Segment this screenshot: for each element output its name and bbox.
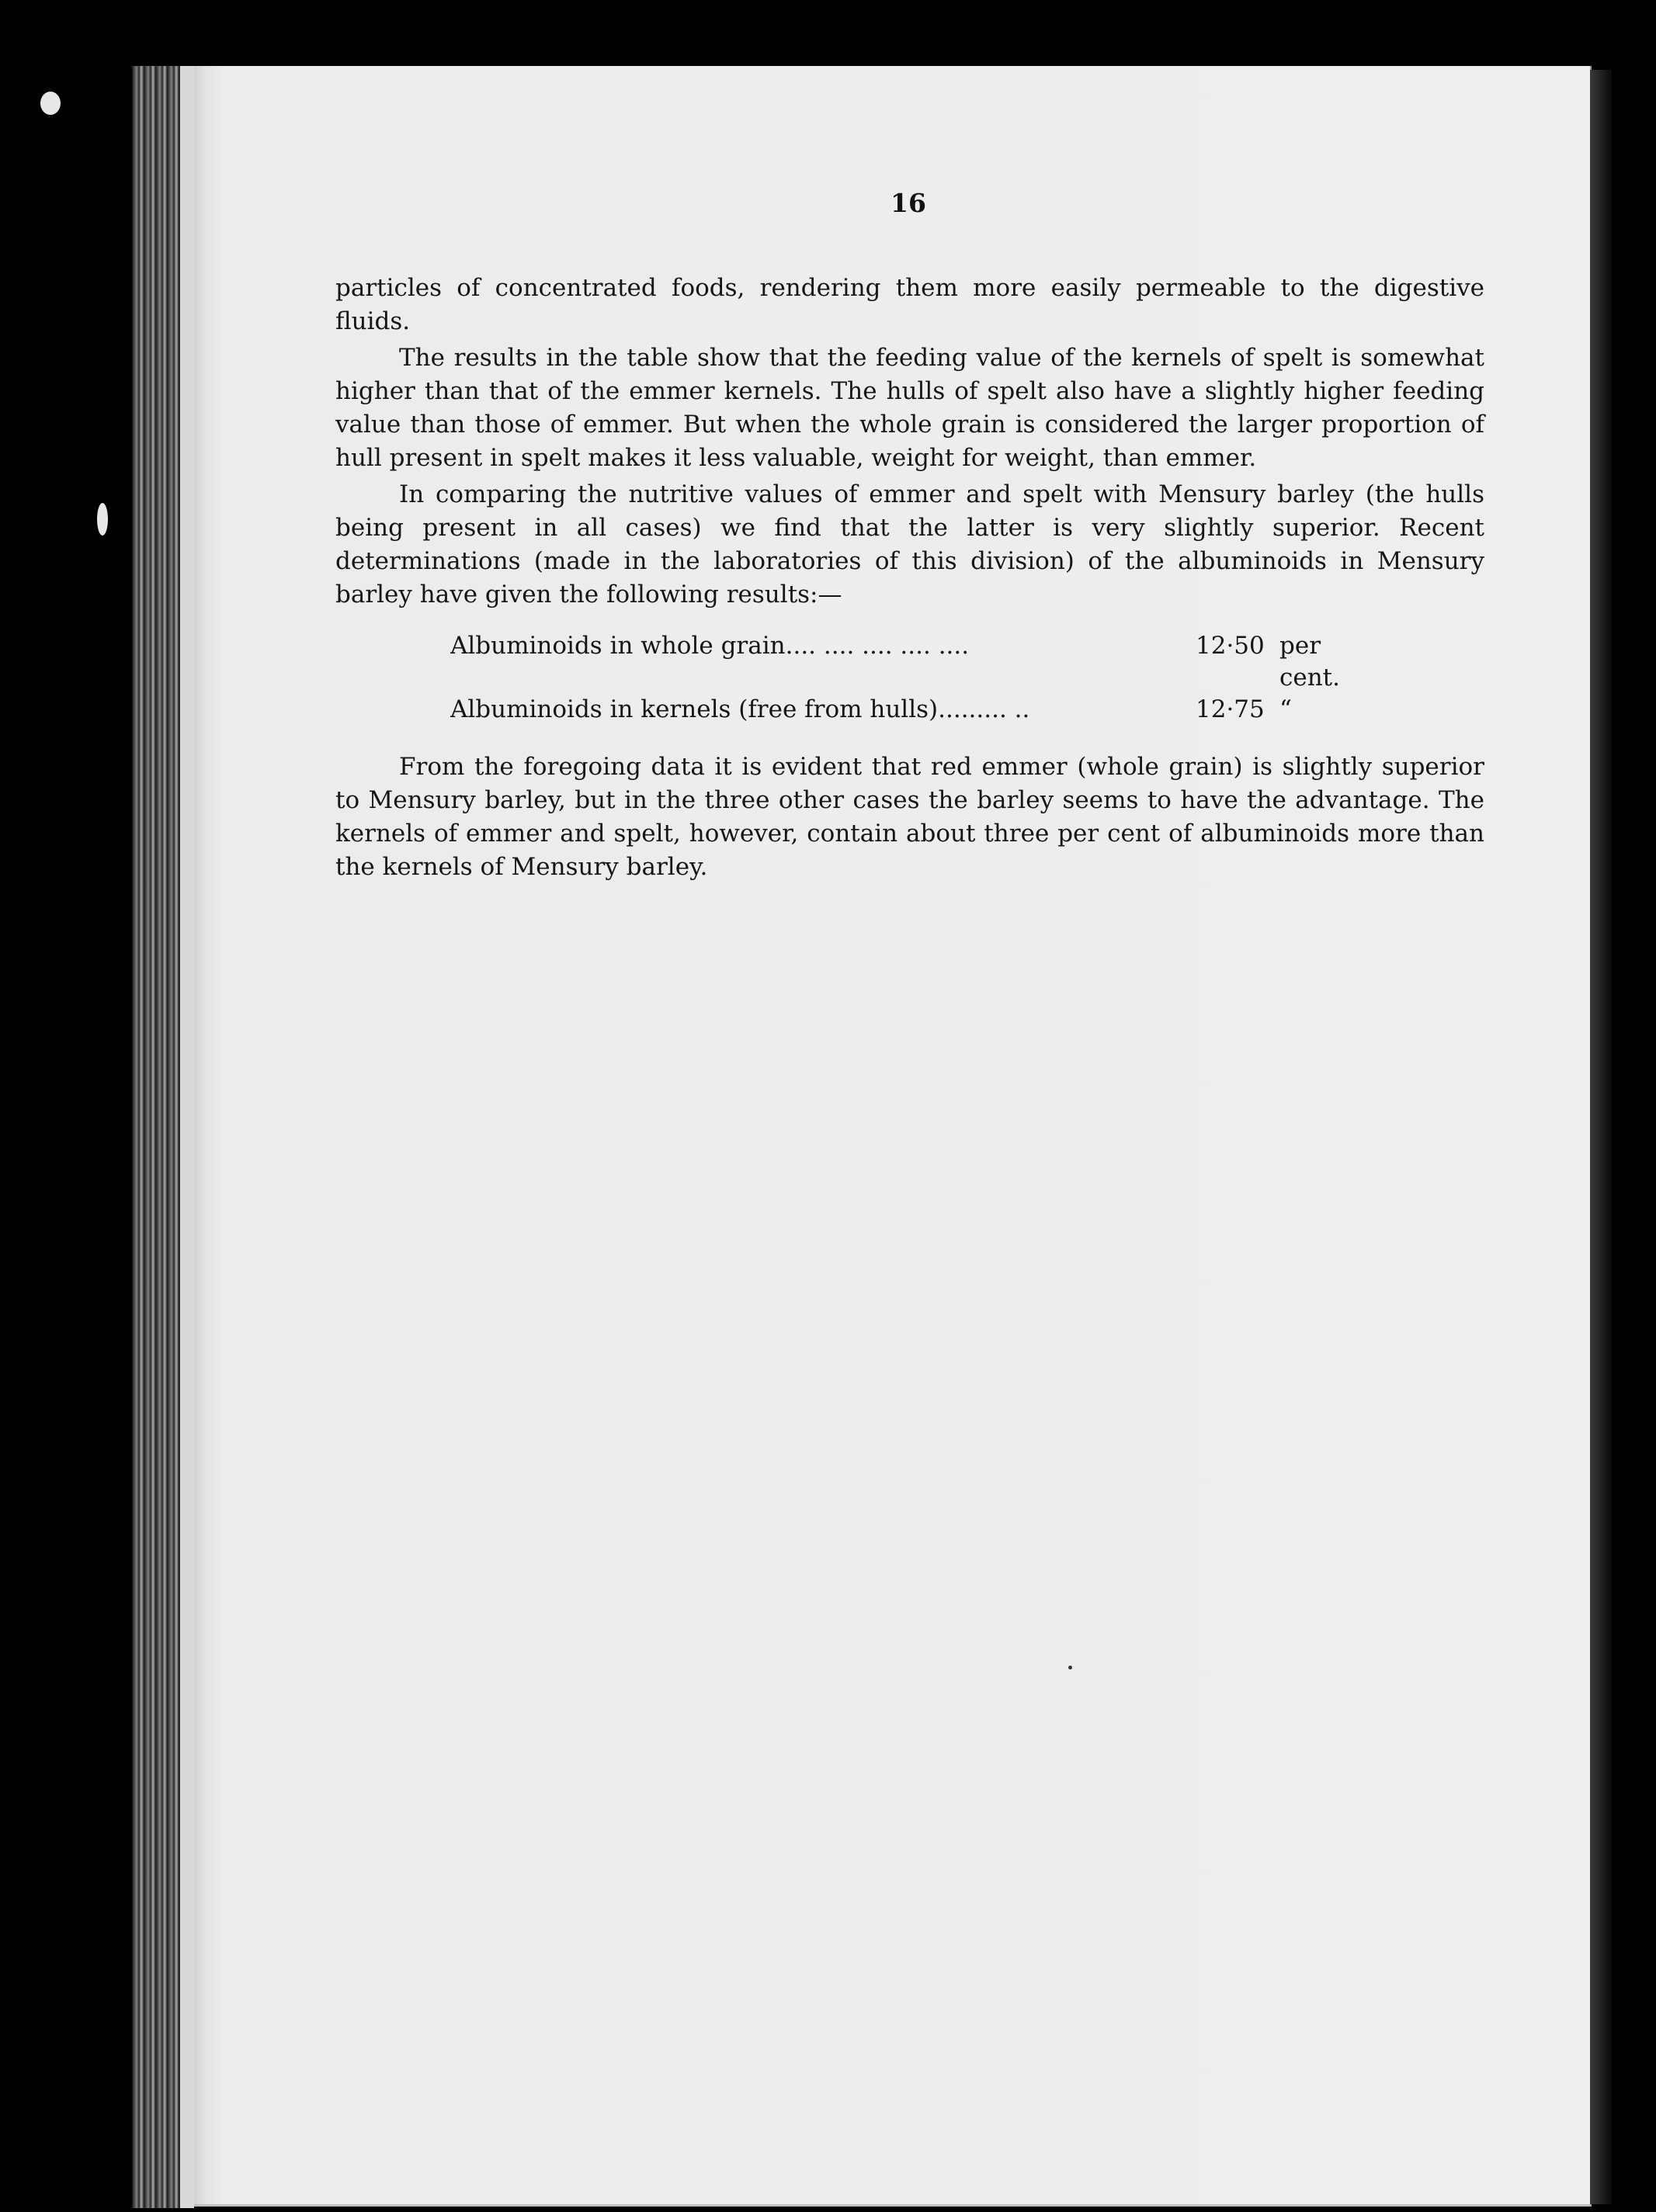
paragraph: particles of concentrated foods, rendering them more easily permeable to the digestive fluids.: [335, 274, 1484, 335]
scan-speck: [1068, 1666, 1072, 1669]
results-row: [450, 694, 1484, 726]
results-value: 12·75: [1196, 695, 1265, 723]
page-right-shadow: [1590, 70, 1612, 2204]
results-unit: “: [1279, 695, 1292, 723]
results-table: [450, 630, 1484, 726]
results-row: [450, 630, 1484, 694]
scan-speck: [40, 92, 61, 115]
results-unit: per cent.: [1279, 632, 1340, 692]
page-number: 16: [890, 188, 926, 218]
page-inner-edge: [180, 66, 194, 2208]
paragraph: The results in the table show that the feeding value of the kernels of spelt is somewhat higher than that of the emmer kernels. The hulls of spelt also have a slightly higher feeding value than those of emmer. But when the whole grain is considered the larger proportion of hull present in spelt makes it less valuable, weight for weight, than emmer.: [335, 344, 1484, 472]
results-value: 12·50: [1196, 632, 1265, 660]
body-text: [335, 272, 1484, 887]
paragraph: From the foregoing data it is evident that red emmer (whole grain) is slightly superior to Mensury barley, but in the three other cases the barley seems to have the advantage. The kernels of emmer and spelt, however, contain about three per cent of albuminoids more than the kernels of Mensury barley.: [335, 753, 1484, 881]
paragraph: In comparing the nutritive values of emmer and spelt with Mensury barley (the hulls being present in all cases) we find that the latter is very slightly superior. Recent determinations (made in the laboratories of this division) of the albuminoids in Mensury barley have given the following results:—: [335, 480, 1484, 608]
scan-speck: [97, 503, 108, 536]
results-label: Albuminoids in whole grain.... .... .... .... ....: [450, 632, 970, 660]
results-label: Albuminoids in kernels (free from hulls)......... ..: [450, 695, 1030, 723]
